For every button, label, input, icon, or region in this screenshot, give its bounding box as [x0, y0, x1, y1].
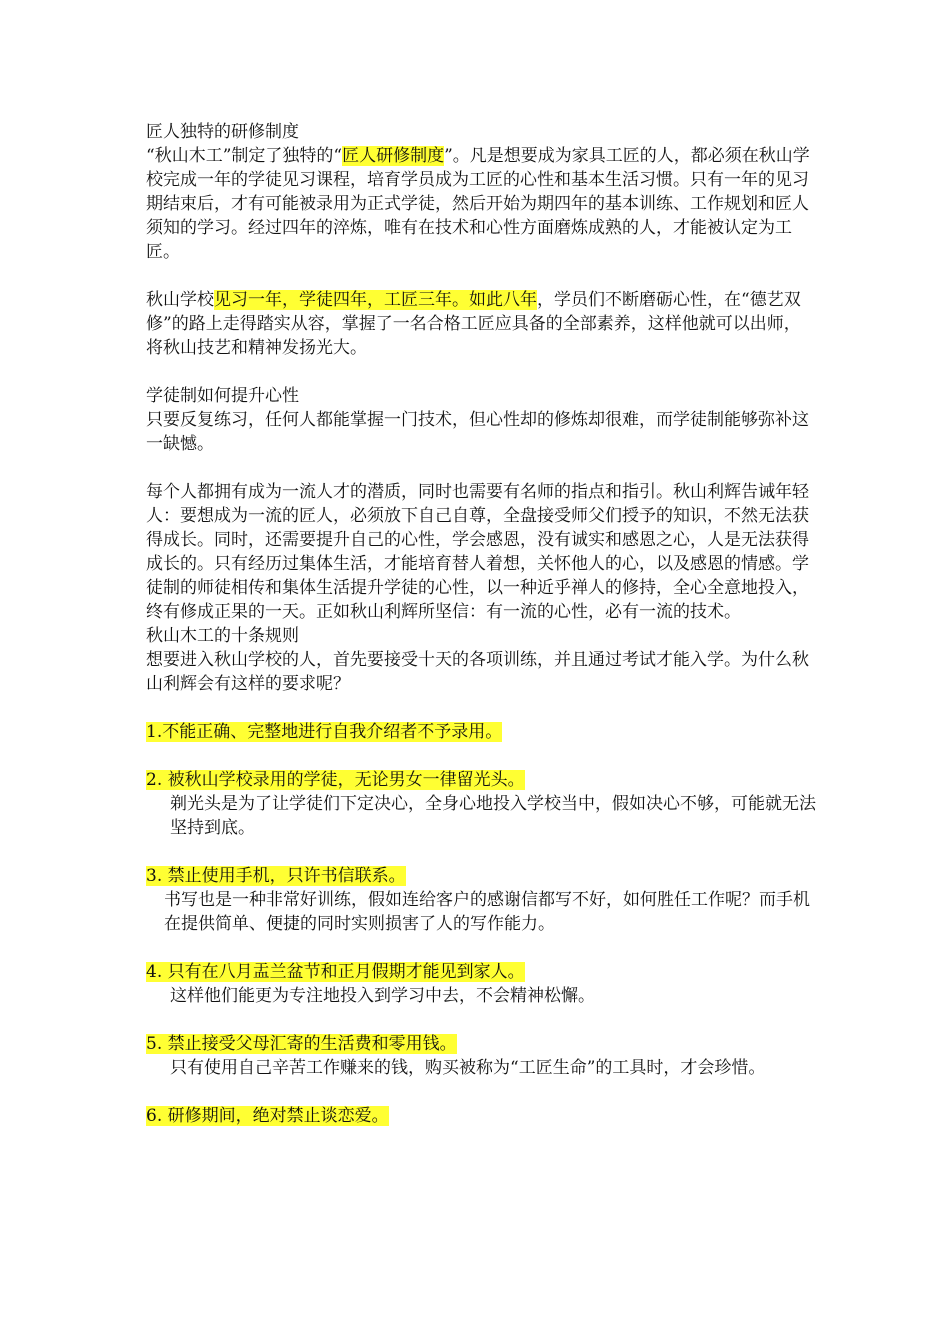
rule-description: 剃光头是为了让学徒们下定决心，全身心地投入学校当中，假如决心不够，可能就无法坚持到底。 — [170, 794, 816, 838]
section-heading-apprenticeship: 学徒制如何提升心性 — [146, 386, 299, 406]
highlight-text: 匠人研修制度 — [342, 146, 445, 166]
document-page — [146, 120, 816, 1128]
paragraph-training-system: “秋山木工”制定了独特的“匠人研修制度”。凡是想要成为家具工匠的人，都必须在秋山学校完成一年的学徒见习课程，培育学员成为工匠的心性和基本生活习惯。只有一年的见习期结束后，才有可能被录用为正式学徒，然后开始为期四年的基本训练、工作规划和匠人须知的学习。经过四年的淬炼，唯有在技术和心性方面磨炼成熟的人，才能被认定为工匠。 — [146, 146, 810, 262]
highlight-text: 见习一年，学徒四年，工匠三年。如此八年 — [214, 290, 537, 310]
rule-title: 5. 禁止接受父母汇寄的生活费和零用钱。 — [146, 1034, 457, 1054]
paragraph-apprenticeship-1: 只要反复练习，任何人都能掌握一门技术，但心性却的修炼却很难，而学徒制能够弥补这一缺憾。 — [146, 410, 809, 454]
rule-title: 6. 研修期间，绝对禁止谈恋爱。 — [146, 1106, 389, 1126]
section-heading-ten-rules: 秋山木工的十条规则 — [146, 626, 299, 646]
paragraph-eight-years: 秋山学校见习一年，学徒四年，工匠三年。如此八年，学员们不断磨砺心性，在“德艺双修”的路上走得踏实从容，掌握了一名合格工匠应具备的全部素养，这样他就可以出师，将秋山技艺和精神发扬光大。 — [146, 290, 801, 358]
rule-title: 4. 只有在八月盂兰盆节和正月假期才能见到家人。 — [146, 962, 525, 982]
rule-title: 2. 被秋山学校录用的学徒，无论男女一律留光头。 — [146, 770, 525, 790]
section-heading-training-system: 匠人独特的研修制度 — [146, 122, 299, 142]
rule-description: 只有使用自己辛苦工作赚来的钱，购买被称为“工匠生命”的工具时，才会珍惜。 — [170, 1058, 766, 1078]
rule-title: 1.不能正确、完整地进行自我介绍者不予录用。 — [146, 722, 503, 742]
paragraph-rules-intro: 想要进入秋山学校的人，首先要接受十天的各项训练，并且通过考试才能入学。为什么秋山利辉会有这样的要求呢？ — [146, 650, 809, 694]
rule-description: 书写也是一种非常好训练，假如连给客户的感谢信都写不好，如何胜任工作呢？而手机在提供简单、便捷的同时实则损害了人的写作能力。 — [164, 890, 810, 934]
rule-description: 这样他们能更为专注地投入到学习中去，不会精神松懈。 — [170, 986, 595, 1006]
rule-title: 3. 禁止使用手机，只许书信联系。 — [146, 866, 406, 886]
paragraph-apprenticeship-2: 每个人都拥有成为一流人才的潜质，同时也需要有名师的指点和指引。秋山利辉告诫年轻人：要想成为一流的匠人，必须放下自己自尊，全盘接受师父们授予的知识，不然无法获得成长。同时，还需要提升自己的心性，学会感恩，没有诚实和感恩之心，人是无法获得成长的。只有经历过集体生活，才能培育替人着想，关怀他人的心，以及感恩的情感。学徒制的师徒相传和集体生活提升学徒的心性，以一种近乎禅人的修持，全心全意地投入，终有修成正果的一天。正如秋山利辉所坚信：有一流的心性，必有一流的技术。 — [146, 482, 809, 622]
